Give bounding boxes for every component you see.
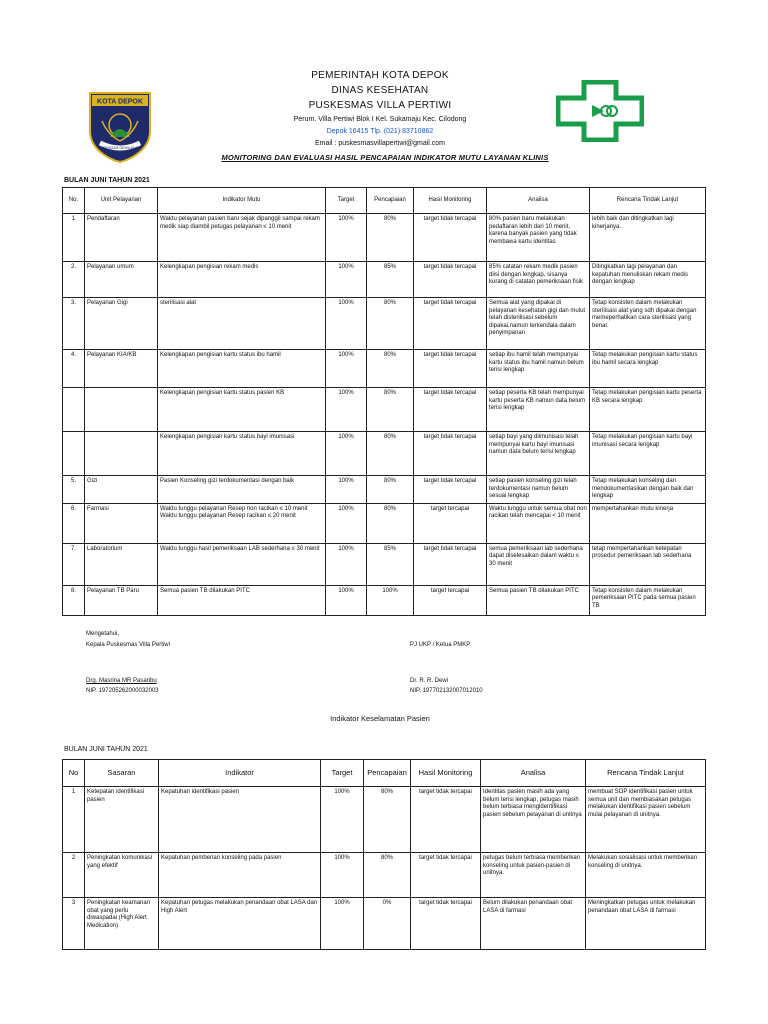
table-row: 4. Pelayanan KIA/KB Kelengkapan pengisian kartu status ibu hamil 100% 80% target tidak tercapai setiap ibu hamil telah mempunyai kartu status ibu hamil namun belum terisi lengkap Tetap melakukan pengisian kartu status ibu hamil secara lengkap — [63, 350, 706, 388]
header-address: Perum. Villa Pertiwi Blok I Kel. Sukamaju Kec. Cilodong — [293, 116, 467, 123]
col-analisa: Analisa — [481, 760, 586, 787]
header-email: Email : puskesmasvillapertiwi@gmail.com — [314, 140, 446, 147]
col-unit: Unit Pelayanan — [85, 188, 158, 214]
col-hasil: Hasil Monitoring — [411, 760, 481, 787]
doc-title: MONITORING DAN EVALUASI HASIL PENCAPAIAN INDIKATOR MUTU LAYANAN KLINIS — [221, 153, 549, 162]
col-pencapaian: Pencapaian — [364, 760, 411, 787]
sig-pj-name: Dr. R. R. Dewi — [410, 678, 449, 684]
col-hasil: Hasil Monitoring — [414, 188, 487, 214]
col-rtl: Rencana Tindak Lanjut — [590, 188, 706, 214]
col-no: No — [63, 760, 85, 787]
table-row: 3 Peningkatan keamanan obat yang perlu diwaspadai (High Alert Medication) Kepatuhan petugas melakukan penandaan obat LASA dan High Alert 100% 0% target tidak tercapai Belum dilakukan penandaan obat LASA di farmasi Meningkatkan petugas untuk melakukan penandaan obat LASA di farmasi — [63, 898, 706, 950]
section2-period: BULAN JUNI TAHUN 2021 — [64, 746, 148, 753]
col-sasaran: Sasaran — [85, 760, 159, 787]
sig-kepala-nip: NIP. 197205262000032003 — [86, 688, 159, 694]
table-row: 6. Farmasi Waktu tunggu pelayanan Resep non racikan ≤ 10 menit Waktu tunggu pelayanan Resep racikan ≤ 20 menit 100% 80% target tercapai Waktu tunggu untuk semua obat non racikan telah mencapai < 10 menit mempertahankan mutu kinerja — [63, 503, 706, 543]
header-line1: PEMERINTAH KOTA DEPOK — [311, 70, 449, 81]
table-row: 3. Pelayanan Gigi sterilisasi alat 100% 80% target tidak tercapai Semua alat yang dipakai di pelayanan kesehatan gigi dan mulut telah disterilisasi sebelum dipakai,namun terkendala dalam penyimpanan Tetap konsisten dalam melakukan sterilisasi alat yang sdh dipakai dengan memeperhatikan cara sterilisasi yang benar. — [63, 298, 706, 350]
section1-period: BULAN JUNI TAHUN 2021 — [64, 177, 150, 184]
table-row: Kelengkapan pengisian kartu status pasien KB 100% 80% target tidak tercapai setiap peserta KB telah mempunyai kartu peserta KB namun data belum terisi lengkap Tetap melakukan pengisian kartu peserta KB secara lengkap — [63, 388, 706, 432]
table-row: 2 Peningkatan komunikasi yang efektif Kepatuhan pemberian konseling pada pasien 100% 80% target tidak tercapai petugas belum terbiasa memberikan konseling untuk pasien-pasien di unitnya. Melakukan sosialisasi untuk memberikan konseling di unitnya. — [63, 853, 706, 898]
sig-mengetahui: Mengetahui, — [86, 631, 120, 637]
table-row: Kelengkapan pengisian kartu status bayi imunisasi 100% 80% target tidak tercapai setiap bayi yang diimunisasi telah mempunyai kartu bayi imunisasi namun data belum terisi lengkap Tetap melakukan pengisian kartu bayi imunisasi secara lengkap — [63, 432, 706, 476]
sig-kepala-name: Drg. Masrina MR Pasaribu — [86, 678, 157, 684]
table-header-row — [63, 760, 706, 787]
header-line2: DINAS KESEHATAN — [331, 85, 429, 96]
keselamatan-pasien-table — [62, 759, 706, 950]
col-indikator: Indikator Mutu — [158, 188, 326, 214]
logo-left-text: KOTA DEPOK — [97, 98, 143, 106]
sig-kepala-title: Kepala Puskesmas Villa Pertiwi — [86, 642, 170, 648]
logo-left-motto: PERSADA GEMILANG — [101, 146, 139, 150]
table-row: 2. Pelayanan umum Kelengkapan pengisian rekam medis 100% 85% target tidak tercapai 85% catatan rekam medik pasien diisi dengan lengkap, sisanya kurang di catatan pemeriksaan fisik Ditingkatkan lagi pelayanan dan kepatuhan menuliskan rekam medis dengan lengkap — [63, 262, 706, 298]
sig-pj-nip: NIP. 197702132007012010 — [410, 688, 483, 694]
col-target: Target — [321, 760, 364, 787]
col-indikator: Indikator — [159, 760, 321, 787]
table-row: 7. Laboratorium Waktu tunggu hasil pemeriksaan LAB sederhana ≤ 30 menit 100% 85% target tidak tercapai semua pemeriksaan lab sederhana dapat diselesaikan dalam waktu ≤ 30 menit tetap mempertahankan ketepatan prosedur pemeriksaan lab sederhana — [63, 543, 706, 585]
header-line3: PUSKESMAS VILLA PERTIWI — [308, 100, 452, 111]
col-rtl: Rencana Tindak Lanjut — [586, 760, 706, 787]
col-pencapaian: Pencapaian — [367, 188, 414, 214]
indikator-mutu-table — [62, 187, 706, 616]
table-row: 1 Pendaftaran Waktu pelayanan pasien baru sejak dipanggil sampai rekam medik siap diambil petugas pelayanan ≤ 10 menit 100% 80% target tidak tercapai 80% pasien baru melakukan pedaftaran lebih dari 10 menit, karena banyak pasien yang tidak membawa kartu identitas lebih baik dan ditingkatkan lagi kinerjanya. — [63, 214, 706, 262]
col-no: No. — [63, 188, 85, 214]
table-row: 5. Gizi Pasien Konseling gizi terdokumentasi dengan baik 100% 80% target tidak tercapai setiap pasien konseling gizi telah terdokumentasi namun belum sesuai lengkap Tetap melakukan konseling dan mendokumentasikan dengan baik dan lengkap — [63, 476, 706, 504]
header-phone: Depok 16415 Tlp. (021) 83710862 — [326, 128, 434, 135]
table-row: 1 Ketepatan identifikasi pasien Kepatuhan identifikasi pasien 100% 80% target tidak tercapai Identitas pasien masih ada yang belum terisi lengkap, petugas masih belum terbiasa mengidentifikasi pasien sebelum pelayanan di unitnya membuat SOP identifikasi pasien untuk semua unit dan membiasakan petugas melakukan identifikasi pasien sebelum mulai pelayanan di unitnya. — [63, 787, 706, 853]
section2-heading: Indikator Keselamatan Pasien — [330, 714, 430, 723]
col-analisa: Analisa — [487, 188, 590, 214]
table-row: 8. Pelayanan TB Paru Semua pasien TB dilakukan PITC 100% 100% target tercapai Semua pasien TB dilakukan PITC Tetap konsisten dalam melakukan pemeriksaan PITC pada semua pasien TB — [63, 585, 706, 615]
table-header-row — [63, 188, 706, 214]
sig-pj-title: PJ UKP / Ketua PMKP — [410, 642, 471, 648]
col-target: Target — [326, 188, 367, 214]
